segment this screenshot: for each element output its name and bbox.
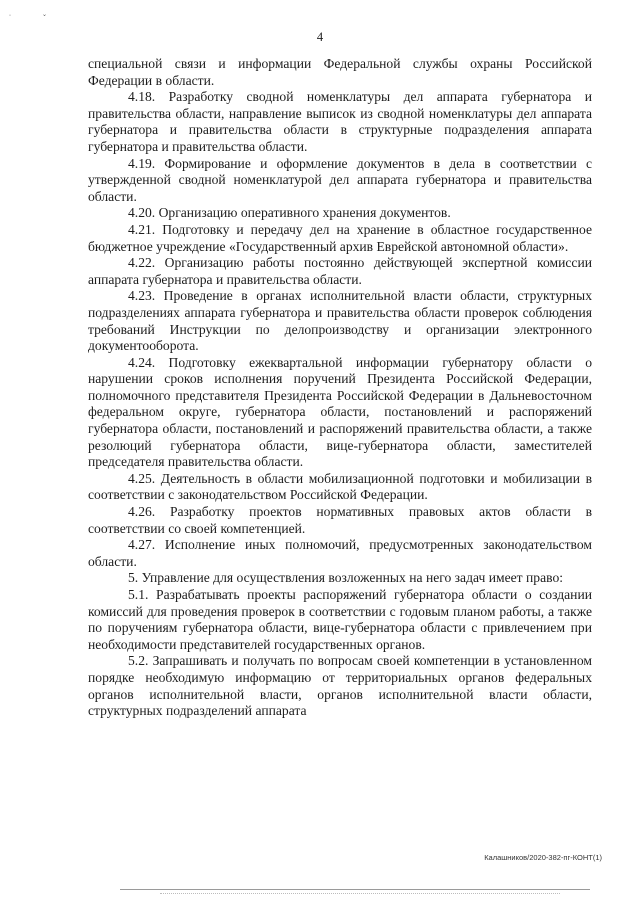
document-body	[88, 56, 592, 720]
paragraph-4-21: 4.21. Подготовку и передачу дел на хранение в областное государственное бюджетное учреждение «Государственный архив Еврейской автономной области».	[88, 221, 592, 254]
paragraph-4-22: 4.22. Организацию работы постоянно действующей экспертной комиссии аппарата губернатора и правительства области.	[88, 255, 592, 287]
paragraph-4-20: 4.20. Организацию оперативного хранения документов.	[128, 205, 451, 221]
paragraph-4-19: 4.19. Формирование и оформление документов в дела в соответствии с утвержденной сводной номенклатурой дел аппарата губернатора и правительства области.	[88, 155, 592, 204]
paragraph-4-18: 4.18. Разработку сводной номенклатуры дел аппарата губернатора и правительства области, направление выписок из сводной номенклатуры дел аппарата губернатора и правительства области в структурные подразделения аппарата губернатора и правительства области.	[88, 89, 592, 154]
paragraph-4-25: 4.25. Деятельность в области мобилизационной подготовки и мобилизации в соответствии с законодательством Российской Федерации.	[88, 470, 592, 503]
paragraph-5-1: 5.1. Разрабатывать проекты распоряжений губернатора области о создании комиссий для проведения проверок в соответствии с годовым планом работы, а также по поручениям губернатора области, вице-губернатора области с привлечением при необходимости представителей государственных органов.	[88, 587, 592, 652]
paragraph-continuation: специальной связи и информации Федеральной службы охраны Российской Федерации в области.	[88, 56, 592, 88]
document-registration-code: Калашников/2020-382-пг-КОНТ(1)	[484, 853, 602, 862]
paragraph-5: 5. Управление для осуществления возложенных на него задач имеет право:	[128, 570, 564, 586]
paragraph-4-24: 4.24. Подготовку ежеквартальной информации губернатору области о нарушении сроков исполнения поручений Президента Российской Федерации, полномочного представителя Президента Российской Федерации в Дальневосточном федеральном округе, губернатора области, постановлений и распоряжений губернатора области, постановлений и распоряжений правительства области, а также резолюций губернатора области, вице-губернатора области, заместителей председателя правительства области.	[88, 354, 592, 470]
paragraph-4-23: 4.23. Проведение в органах исполнительной власти области, структурных подразделениях аппарата губернатора и правительства области проверок соблюдения требований Инструкции по делопроизводству и организации электронного документооборота.	[88, 288, 592, 354]
page-number: 4	[316, 30, 324, 44]
footer-divider	[120, 889, 590, 890]
paragraph-4-27: 4.27. Исполнение иных полномочий, предусмотренных законодательством области.	[88, 537, 592, 569]
scan-marks: ˙ ˇ	[8, 14, 61, 23]
paragraph-5-2: 5.2. Запрашивать и получать по вопросам своей компетенции в установленном порядке необходимую информацию от территориальных органов федеральных органов исполнительной власти, органов исполнительной власти области, структурных подразделений аппарата	[88, 653, 592, 719]
paragraph-4-26: 4.26. Разработку проектов нормативных правовых актов области в соответствии со своей компетенцией.	[88, 504, 592, 536]
